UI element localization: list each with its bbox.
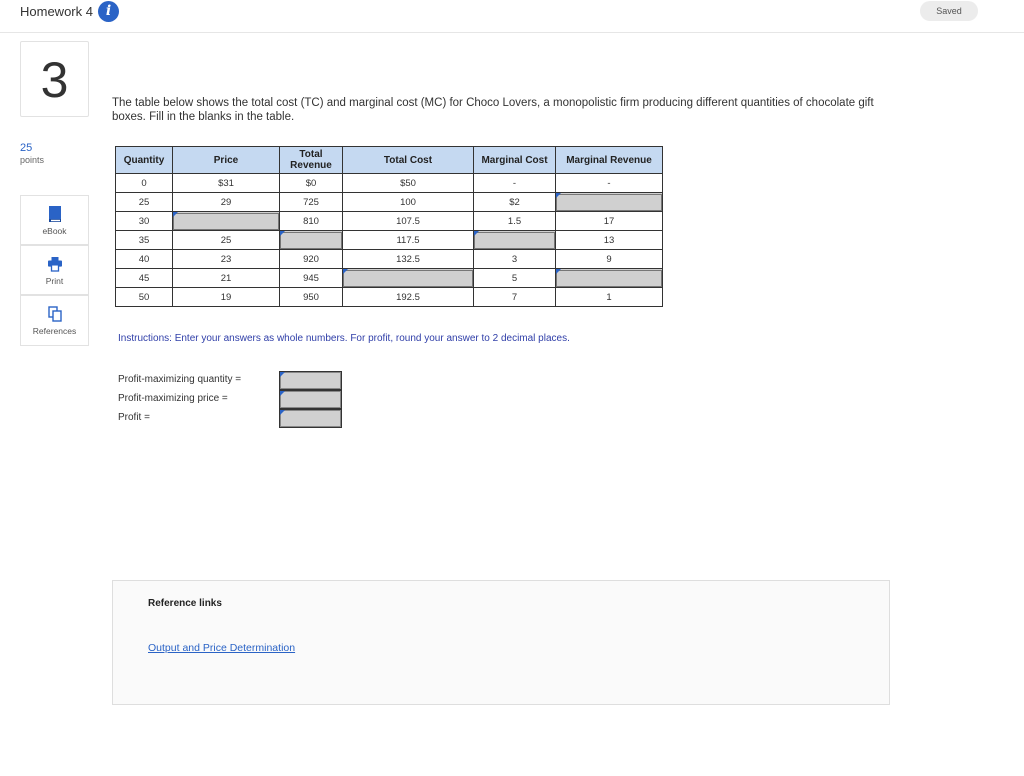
- ebook-button[interactable]: [20, 195, 89, 245]
- question-number: 3: [20, 41, 89, 117]
- points-value: 25: [20, 142, 33, 154]
- total-cost-input[interactable]: [343, 270, 473, 287]
- answer-flag-icon: [556, 193, 561, 198]
- cell-marginal-revenue: -: [556, 174, 663, 193]
- profit-label: Profit =: [118, 412, 150, 423]
- header-total-revenue: Total Revenue: [280, 147, 343, 174]
- table-row: [116, 193, 663, 212]
- answer-flag-icon: [280, 372, 285, 377]
- printer-icon: [48, 256, 62, 272]
- profit-max-quantity-label: Profit-maximizing quantity =: [118, 374, 242, 385]
- answer-flag-icon: [474, 231, 479, 236]
- marginal-revenue-input[interactable]: [556, 270, 662, 287]
- table-row: [116, 231, 663, 250]
- marginal-revenue-input[interactable]: [556, 194, 662, 211]
- price-input[interactable]: [173, 213, 279, 230]
- info-icon[interactable]: i: [98, 1, 119, 22]
- cell-quantity: 50: [116, 288, 173, 307]
- cell-marginal-revenue: 9: [556, 250, 663, 269]
- header-price: Price: [173, 147, 280, 174]
- points-display: [20, 142, 44, 165]
- cell-total-cost: $50: [343, 174, 474, 193]
- cell-total-cost: 132.5: [343, 250, 474, 269]
- cell-quantity: 30: [116, 212, 173, 231]
- profit-max-quantity-input[interactable]: [280, 372, 341, 389]
- cell-price: 29: [173, 193, 280, 212]
- cell-total-revenue: 725: [280, 193, 343, 212]
- table-row: [116, 212, 663, 231]
- copy-icon: [48, 306, 62, 322]
- table-row: [116, 250, 663, 269]
- cell-price: 25: [173, 231, 280, 250]
- cell-total-revenue: 950: [280, 288, 343, 307]
- cell-price: 23: [173, 250, 280, 269]
- header-marginal-cost: Marginal Cost: [474, 147, 556, 174]
- saved-status-badge: Saved: [920, 1, 978, 21]
- cell-marginal-revenue: 17: [556, 212, 663, 231]
- cell-total-cost: 117.5: [343, 231, 474, 250]
- cell-marginal-revenue: 1: [556, 288, 663, 307]
- cell-price: $31: [173, 174, 280, 193]
- cell-quantity: 0: [116, 174, 173, 193]
- table-row: [116, 288, 663, 307]
- cell-price: 19: [173, 288, 280, 307]
- cost-revenue-table: [115, 146, 663, 307]
- cell-quantity: 45: [116, 269, 173, 288]
- cell-total-cost: 107.5: [343, 212, 474, 231]
- points-label: points: [20, 155, 45, 165]
- answer-flag-icon: [173, 212, 178, 217]
- cell-marginal-cost: 5: [474, 269, 556, 288]
- cell-price: 21: [173, 269, 280, 288]
- price-input-cell: [173, 212, 280, 231]
- table-row: [116, 269, 663, 288]
- marginal-revenue-input-cell: [556, 269, 663, 288]
- cell-marginal-revenue: 13: [556, 231, 663, 250]
- instructions-text: Instructions: Enter your answers as whole numbers. For profit, round your answer to 2 decimal places.: [118, 333, 570, 344]
- cell-total-revenue: $0: [280, 174, 343, 193]
- cell-marginal-cost: 3: [474, 250, 556, 269]
- marginal-revenue-input-cell: [556, 193, 663, 212]
- profit-input[interactable]: [280, 410, 341, 427]
- answer-flag-icon: [343, 269, 348, 274]
- profit-box: [279, 409, 342, 428]
- references-button[interactable]: [20, 295, 89, 346]
- answer-flag-icon: [280, 391, 285, 396]
- references-label: References: [32, 326, 77, 336]
- reference-link-output-price[interactable]: Output and Price Determination: [148, 642, 296, 654]
- profit-max-price-input[interactable]: [280, 391, 341, 408]
- cell-quantity: 35: [116, 231, 173, 250]
- marginal-cost-input-cell: [474, 231, 556, 250]
- profit-max-quantity-box: [279, 371, 342, 390]
- header-marginal-revenue: Marginal Revenue: [556, 147, 663, 174]
- table-header-row: [116, 147, 663, 174]
- profit-max-price-box: [279, 390, 342, 409]
- reference-links-panel: [112, 580, 890, 705]
- answer-flag-icon: [556, 269, 561, 274]
- cell-marginal-cost: 7: [474, 288, 556, 307]
- ebook-label: eBook: [42, 226, 67, 236]
- cell-quantity: 40: [116, 250, 173, 269]
- book-icon: [48, 206, 62, 222]
- table-row: [116, 174, 663, 193]
- cell-marginal-cost: -: [474, 174, 556, 193]
- profit-max-price-label: Profit-maximizing price =: [118, 393, 228, 404]
- assignment-title: Homework 4: [20, 4, 93, 19]
- header-quantity: Quantity: [116, 147, 173, 174]
- cell-marginal-cost: $2: [474, 193, 556, 212]
- cell-marginal-cost: 1.5: [474, 212, 556, 231]
- question-prompt: The table below shows the total cost (TC) and marginal cost (MC) for Choco Lovers, a monopolistic firm producing different quantities of chocolate gift boxes. Fill in the blanks in the table.: [112, 97, 874, 123]
- cell-total-cost: 192.5: [343, 288, 474, 307]
- cell-quantity: 25: [116, 193, 173, 212]
- answer-flag-icon: [280, 410, 285, 415]
- cell-total-cost: 100: [343, 193, 474, 212]
- header-total-cost: Total Cost: [343, 147, 474, 174]
- reference-links-heading: Reference links: [148, 598, 222, 609]
- cell-total-revenue: 810: [280, 212, 343, 231]
- print-button[interactable]: [20, 245, 89, 295]
- cell-total-revenue: 920: [280, 250, 343, 269]
- print-label: Print: [45, 276, 64, 286]
- marginal-cost-input[interactable]: [474, 232, 555, 249]
- answer-flag-icon: [280, 231, 285, 236]
- cell-total-revenue: 945: [280, 269, 343, 288]
- total-cost-input-cell: [343, 269, 474, 288]
- total-revenue-input-cell: [280, 231, 343, 250]
- top-bar: [0, 0, 1024, 33]
- total-revenue-input[interactable]: [280, 232, 342, 249]
